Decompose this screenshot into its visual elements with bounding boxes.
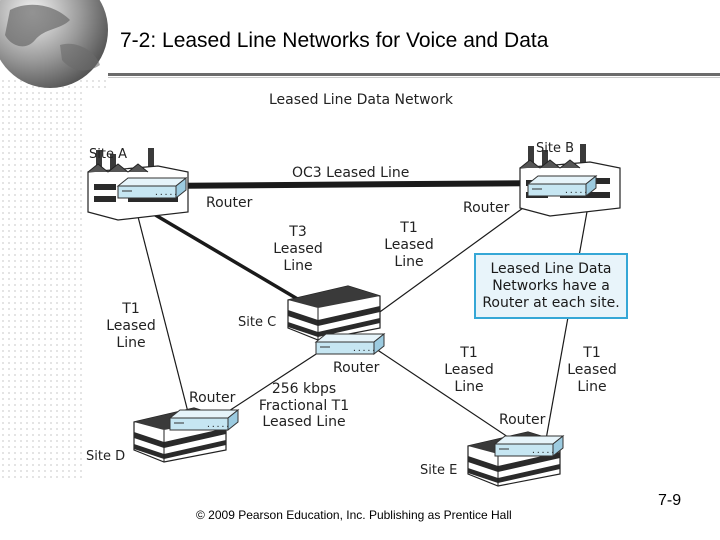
site-c-label: Site C (238, 315, 277, 330)
note-line-1: Leased Line Data (490, 261, 612, 277)
site-a-router (118, 178, 186, 198)
link-ac-label-1: T3 (289, 224, 307, 240)
network-diagram: ..... Leased Line Data Network Site A Router Site B Router Site C Router Site D Router Site E Router OC3 Leased Line T3 Leased Line T1 Leased Line T1 Leased Line 256 kbps Fractional T1 Leased Line T1 Leased Line T1 Leased Line (0, 0, 720, 540)
note-line-2: Networks have a (492, 278, 610, 294)
site-a-label: Site A (89, 147, 127, 162)
site-d-router (170, 410, 238, 430)
link-ce-t1 (370, 345, 520, 445)
site-c-router (316, 334, 384, 354)
link-cd-label-3: Leased Line (262, 414, 346, 430)
link-ce-label-2: Leased (444, 362, 494, 378)
link-ad-label-3: Line (116, 335, 146, 351)
site-e-router-label: Router (499, 412, 546, 428)
link-cd-label-2: Fractional T1 (258, 398, 350, 414)
site-e-router (495, 436, 563, 456)
site-b-router-label: Router (463, 200, 510, 216)
link-be-label-1: T1 (583, 345, 601, 361)
link-ab-oc3 (150, 183, 560, 186)
diagram-heading: Leased Line Data Network (269, 92, 453, 108)
link-be-t1 (545, 195, 590, 445)
link-ad-t1 (135, 205, 190, 420)
slide-title: 7-2: Leased Line Networks for Voice and Data (120, 29, 549, 52)
link-ad-label-1: T1 (122, 301, 140, 317)
link-be-label-2: Leased (567, 362, 617, 378)
site-d-label: Site D (86, 449, 126, 464)
link-ce-label-1: T1 (460, 345, 478, 361)
link-bc-label-1: T1 (400, 220, 418, 236)
slide-number: 7-9 (658, 492, 682, 509)
note-callout (474, 253, 628, 319)
site-b-label: Site B (536, 141, 575, 156)
link-ac-label-2: Leased (273, 241, 323, 257)
link-ce-label-3: Line (454, 379, 484, 395)
link-cd-label-1: 256 kbps (271, 381, 337, 397)
site-d-router-label: Router (189, 390, 236, 406)
link-ab-label: OC3 Leased Line (292, 165, 410, 181)
copyright-footer: © 2009 Pearson Education, Inc. Publishing as Prentice Hall (196, 508, 512, 522)
link-be-label-3: Line (577, 379, 607, 395)
site-b-router (528, 176, 596, 196)
link-ac-label-3: Line (283, 258, 313, 274)
link-bc-label-2: Leased (384, 237, 434, 253)
site-c-router-label: Router (333, 360, 380, 376)
site-c-building (288, 286, 380, 340)
link-bc-label-3: Line (394, 254, 424, 270)
site-e-label: Site E (420, 463, 458, 478)
link-ad-label-2: Leased (106, 318, 156, 334)
site-a-router-label: Router (206, 195, 253, 211)
note-line-3: Router at each site. (482, 295, 620, 311)
